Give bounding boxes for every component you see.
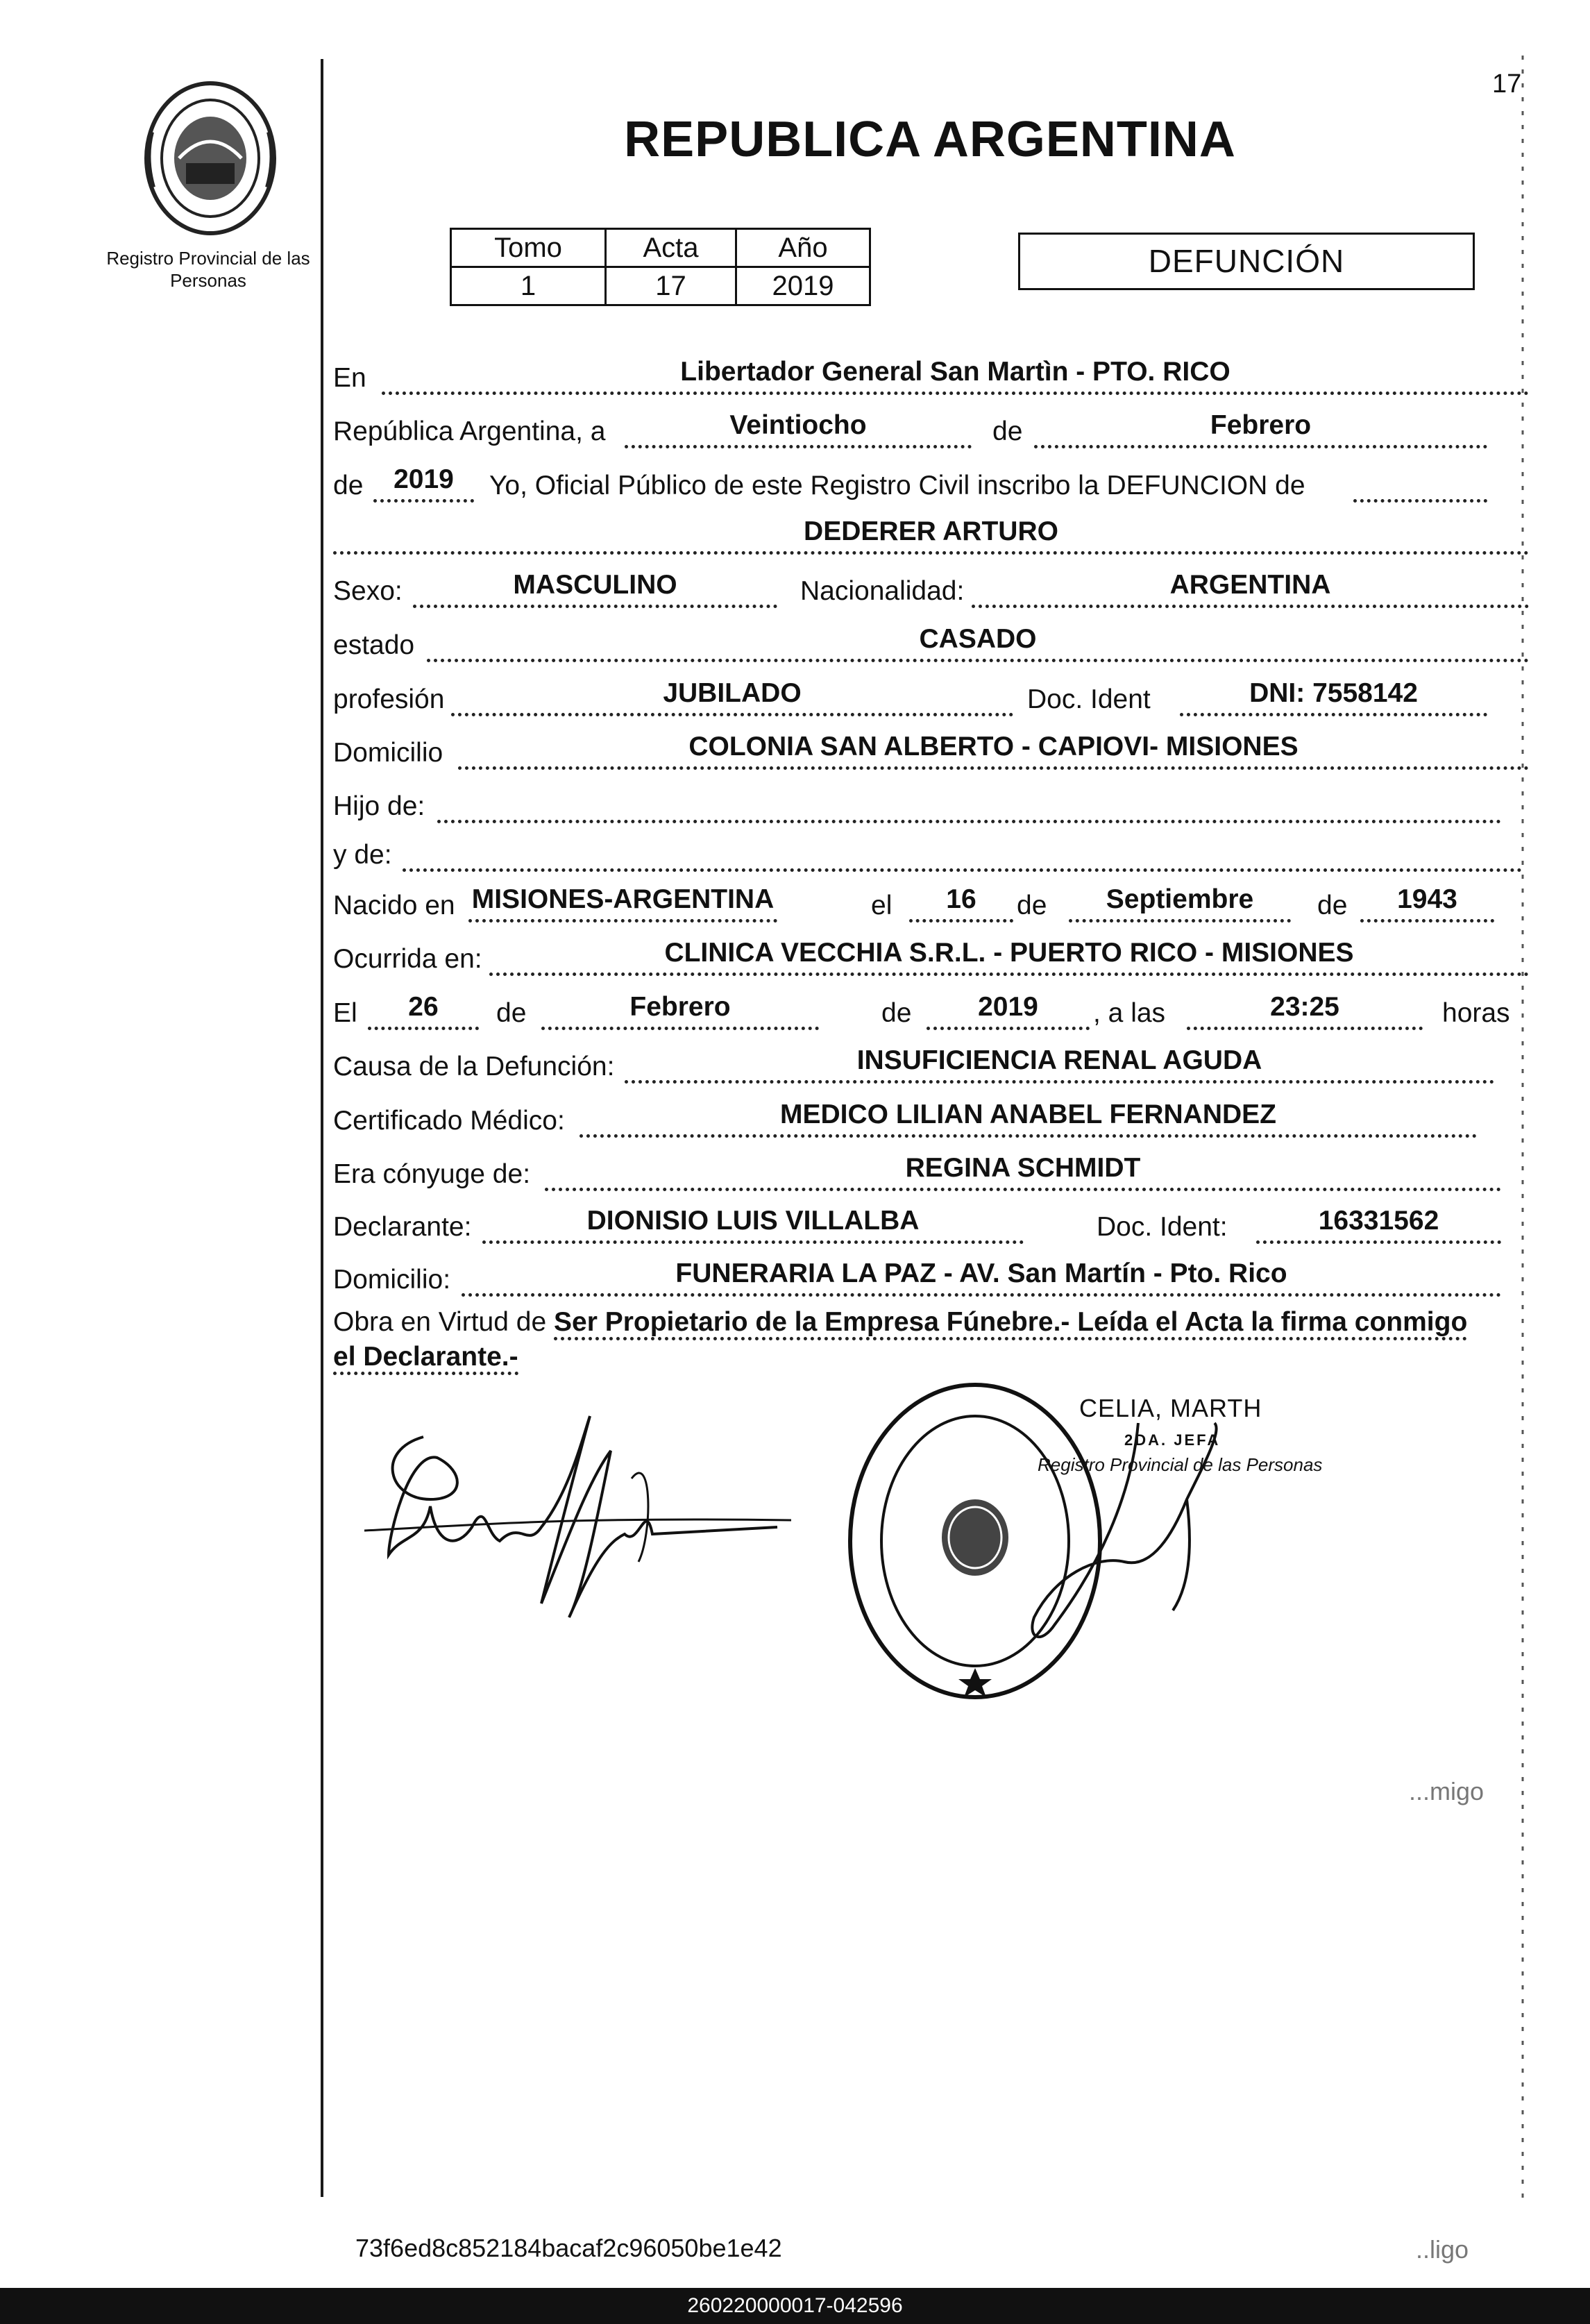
- label-de-5: de: [496, 998, 527, 1028]
- value-obra: Ser Propietario de la Empresa Fúnebre.- Leída el Acta la firma conmigo: [554, 1307, 1467, 1340]
- row-conyuge: [333, 1147, 1529, 1195]
- value-acta: 17: [606, 267, 736, 305]
- value-year: 2019: [394, 464, 454, 494]
- row-domicilio-2: [333, 1252, 1529, 1301]
- value-death-year: 2019: [978, 992, 1038, 1022]
- field-year: [373, 464, 474, 503]
- row-hijo: [333, 779, 1529, 827]
- value-profesion: JUBILADO: [663, 678, 802, 708]
- header-anio: Año: [736, 229, 870, 267]
- field-day: [625, 410, 972, 448]
- row-declarante: [333, 1199, 1529, 1248]
- label-declarante: Declarante:: [333, 1212, 472, 1242]
- field-birth-day: [909, 884, 1013, 923]
- label-en: En: [333, 363, 366, 393]
- value-causa: INSUFICIENCIA RENAL AGUDA: [856, 1045, 1262, 1075]
- value-estado: CASADO: [919, 624, 1037, 654]
- field-month: [1034, 410, 1487, 448]
- label-de-2: de: [333, 471, 364, 500]
- label-horas: horas: [1442, 998, 1510, 1028]
- value-nacido: MISIONES-ARGENTINA: [471, 884, 775, 914]
- header-acta: Acta: [606, 229, 736, 267]
- field-doc-ident-2: [1256, 1206, 1501, 1244]
- label-causa: Causa de la Defunción:: [333, 1052, 615, 1081]
- document-title: REPUBLICA ARGENTINA: [624, 112, 1236, 167]
- field-domicilio: [458, 732, 1529, 770]
- field-doc-ident: [1180, 678, 1487, 716]
- official-office: Registro Provincial de las Personas: [1038, 1454, 1323, 1475]
- obra-paragraph: [333, 1305, 1534, 1374]
- record-table: [450, 228, 871, 306]
- official-name: CELIA, MARTH: [1079, 1394, 1262, 1422]
- row-en: [333, 351, 1529, 399]
- field-hijo: [437, 785, 1501, 823]
- field-ocurrida: [489, 938, 1529, 976]
- document-hash: 73f6ed8c852184bacaf2c96050be1e42: [355, 2234, 782, 2262]
- row-nacido: [333, 878, 1529, 927]
- value-nacionalidad: ARGENTINA: [1169, 570, 1331, 600]
- value-birth-year: 1943: [1397, 884, 1457, 914]
- page-number: 17: [1492, 69, 1522, 99]
- row-name: [333, 510, 1529, 559]
- field-certificado: [580, 1100, 1477, 1138]
- value-birth-month: Septiembre: [1106, 884, 1254, 914]
- field-death-time: [1187, 992, 1423, 1030]
- field-blank-1: [1353, 464, 1487, 503]
- ghost-mark-2: ..ligo: [1416, 2235, 1469, 2264]
- row-sexo: [333, 564, 1529, 612]
- label-certificado: Certificado Médico:: [333, 1106, 565, 1136]
- field-yde: [403, 834, 1522, 872]
- label-hijo: Hijo de:: [333, 791, 425, 821]
- value-obra-cont: el Declarante.-: [333, 1342, 518, 1375]
- value-birth-day: 16: [946, 884, 976, 914]
- label-profesion: profesión: [333, 684, 445, 714]
- field-birth-month: [1069, 884, 1291, 923]
- value-declarante: DIONISIO LUIS VILLALBA: [586, 1206, 920, 1236]
- field-place: [382, 357, 1529, 395]
- left-margin-rule: [321, 59, 323, 2197]
- row-date: [333, 404, 1529, 453]
- row-certificado: [333, 1093, 1529, 1142]
- label-doc-ident: Doc. Ident: [1027, 684, 1151, 714]
- label-de-3: de: [1017, 891, 1047, 920]
- field-birth-year: [1360, 884, 1494, 923]
- value-doc-ident: DNI: 7558142: [1249, 678, 1418, 708]
- row-year: [333, 458, 1529, 507]
- value-certificado: MEDICO LILIAN ANABEL FERNANDEZ: [780, 1100, 1276, 1129]
- label-de-1: de: [992, 416, 1023, 446]
- provincial-seal-logo: [137, 76, 283, 239]
- value-anio: 2019: [736, 267, 870, 305]
- row-yde: [333, 827, 1529, 876]
- row-death-date: [333, 986, 1529, 1034]
- value-month: Febrero: [1210, 410, 1312, 440]
- value-day: Veintiocho: [729, 410, 867, 440]
- field-nacido: [468, 884, 777, 923]
- label-nacionalidad: Nacionalidad:: [800, 576, 965, 606]
- value-death-time: 23:25: [1270, 992, 1339, 1022]
- label-yde: y de:: [333, 840, 392, 870]
- value-death-day: 26: [408, 992, 439, 1022]
- label-de-6: de: [881, 998, 912, 1028]
- value-domicilio: COLONIA SAN ALBERTO - CAPIOVI- MISIONES: [688, 732, 1299, 761]
- label-ocurrida: Ocurrida en:: [333, 944, 482, 974]
- label-domicilio: Domicilio: [333, 738, 443, 768]
- value-name: DEDERER ARTURO: [804, 516, 1058, 546]
- label-el-2: El: [333, 998, 357, 1028]
- declarant-signature: [361, 1395, 791, 1687]
- label-domicilio-2: Domicilio:: [333, 1265, 451, 1295]
- field-conyuge: [545, 1153, 1501, 1191]
- record-type-box: DEFUNCIÓN: [1018, 233, 1475, 290]
- value-sexo: MASCULINO: [513, 570, 677, 600]
- value-ocurrida: CLINICA VECCHIA S.R.L. - PUERTO RICO - MISIONES: [664, 938, 1354, 968]
- label-sexo: Sexo:: [333, 576, 403, 606]
- label-yo: Yo, Oficial Público de este Registro Civil inscribo la DEFUNCION de: [489, 471, 1305, 500]
- label-nacido: Nacido en: [333, 891, 455, 920]
- value-domicilio-2: FUNERARIA LA PAZ - AV. San Martín - Pto. Rico: [675, 1258, 1287, 1288]
- row-causa: [333, 1039, 1529, 1088]
- row-ocurrida: [333, 932, 1529, 980]
- official-signature: [1013, 1416, 1263, 1652]
- label-obra: Obra en Virtud de: [333, 1307, 547, 1337]
- field-sexo: [413, 570, 777, 608]
- label-republica: República Argentina, a: [333, 416, 606, 446]
- label-el: el: [871, 891, 893, 920]
- value-death-month: Febrero: [629, 992, 731, 1022]
- value-tomo: 1: [451, 267, 606, 305]
- field-causa: [625, 1045, 1494, 1084]
- row-estado: [333, 618, 1529, 666]
- row-domicilio: [333, 725, 1529, 774]
- label-doc-ident-2: Doc. Ident:: [1097, 1212, 1228, 1242]
- label-de-4: de: [1317, 891, 1348, 920]
- label-estado: estado: [333, 630, 415, 660]
- field-estado: [427, 624, 1529, 662]
- row-profesion: [333, 672, 1529, 721]
- field-nacionalidad: [972, 570, 1529, 608]
- label-a-las: , a las: [1093, 998, 1166, 1028]
- field-death-year: [927, 992, 1090, 1030]
- field-death-month: [541, 992, 819, 1030]
- field-declarante: [482, 1206, 1024, 1244]
- barcode-number: 260220000017-042596: [687, 2294, 903, 2317]
- field-profesion: [451, 678, 1013, 716]
- value-conyuge: REGINA SCHMIDT: [905, 1153, 1141, 1183]
- field-death-day: [368, 992, 479, 1030]
- registry-name: Registro Provincial de las Personas: [106, 248, 310, 291]
- ghost-mark-1: ...migo: [1409, 1777, 1485, 1805]
- field-domicilio-2: [462, 1258, 1501, 1297]
- field-name: [333, 516, 1529, 555]
- value-doc-ident-2: 16331562: [1318, 1206, 1439, 1236]
- official-title: 2DA. JEFA: [1124, 1431, 1221, 1449]
- label-conyuge: Era cónyuge de:: [333, 1159, 531, 1189]
- header-tomo: Tomo: [451, 229, 606, 267]
- value-place: Libertador General San Martìn - PTO. RICO: [680, 357, 1230, 387]
